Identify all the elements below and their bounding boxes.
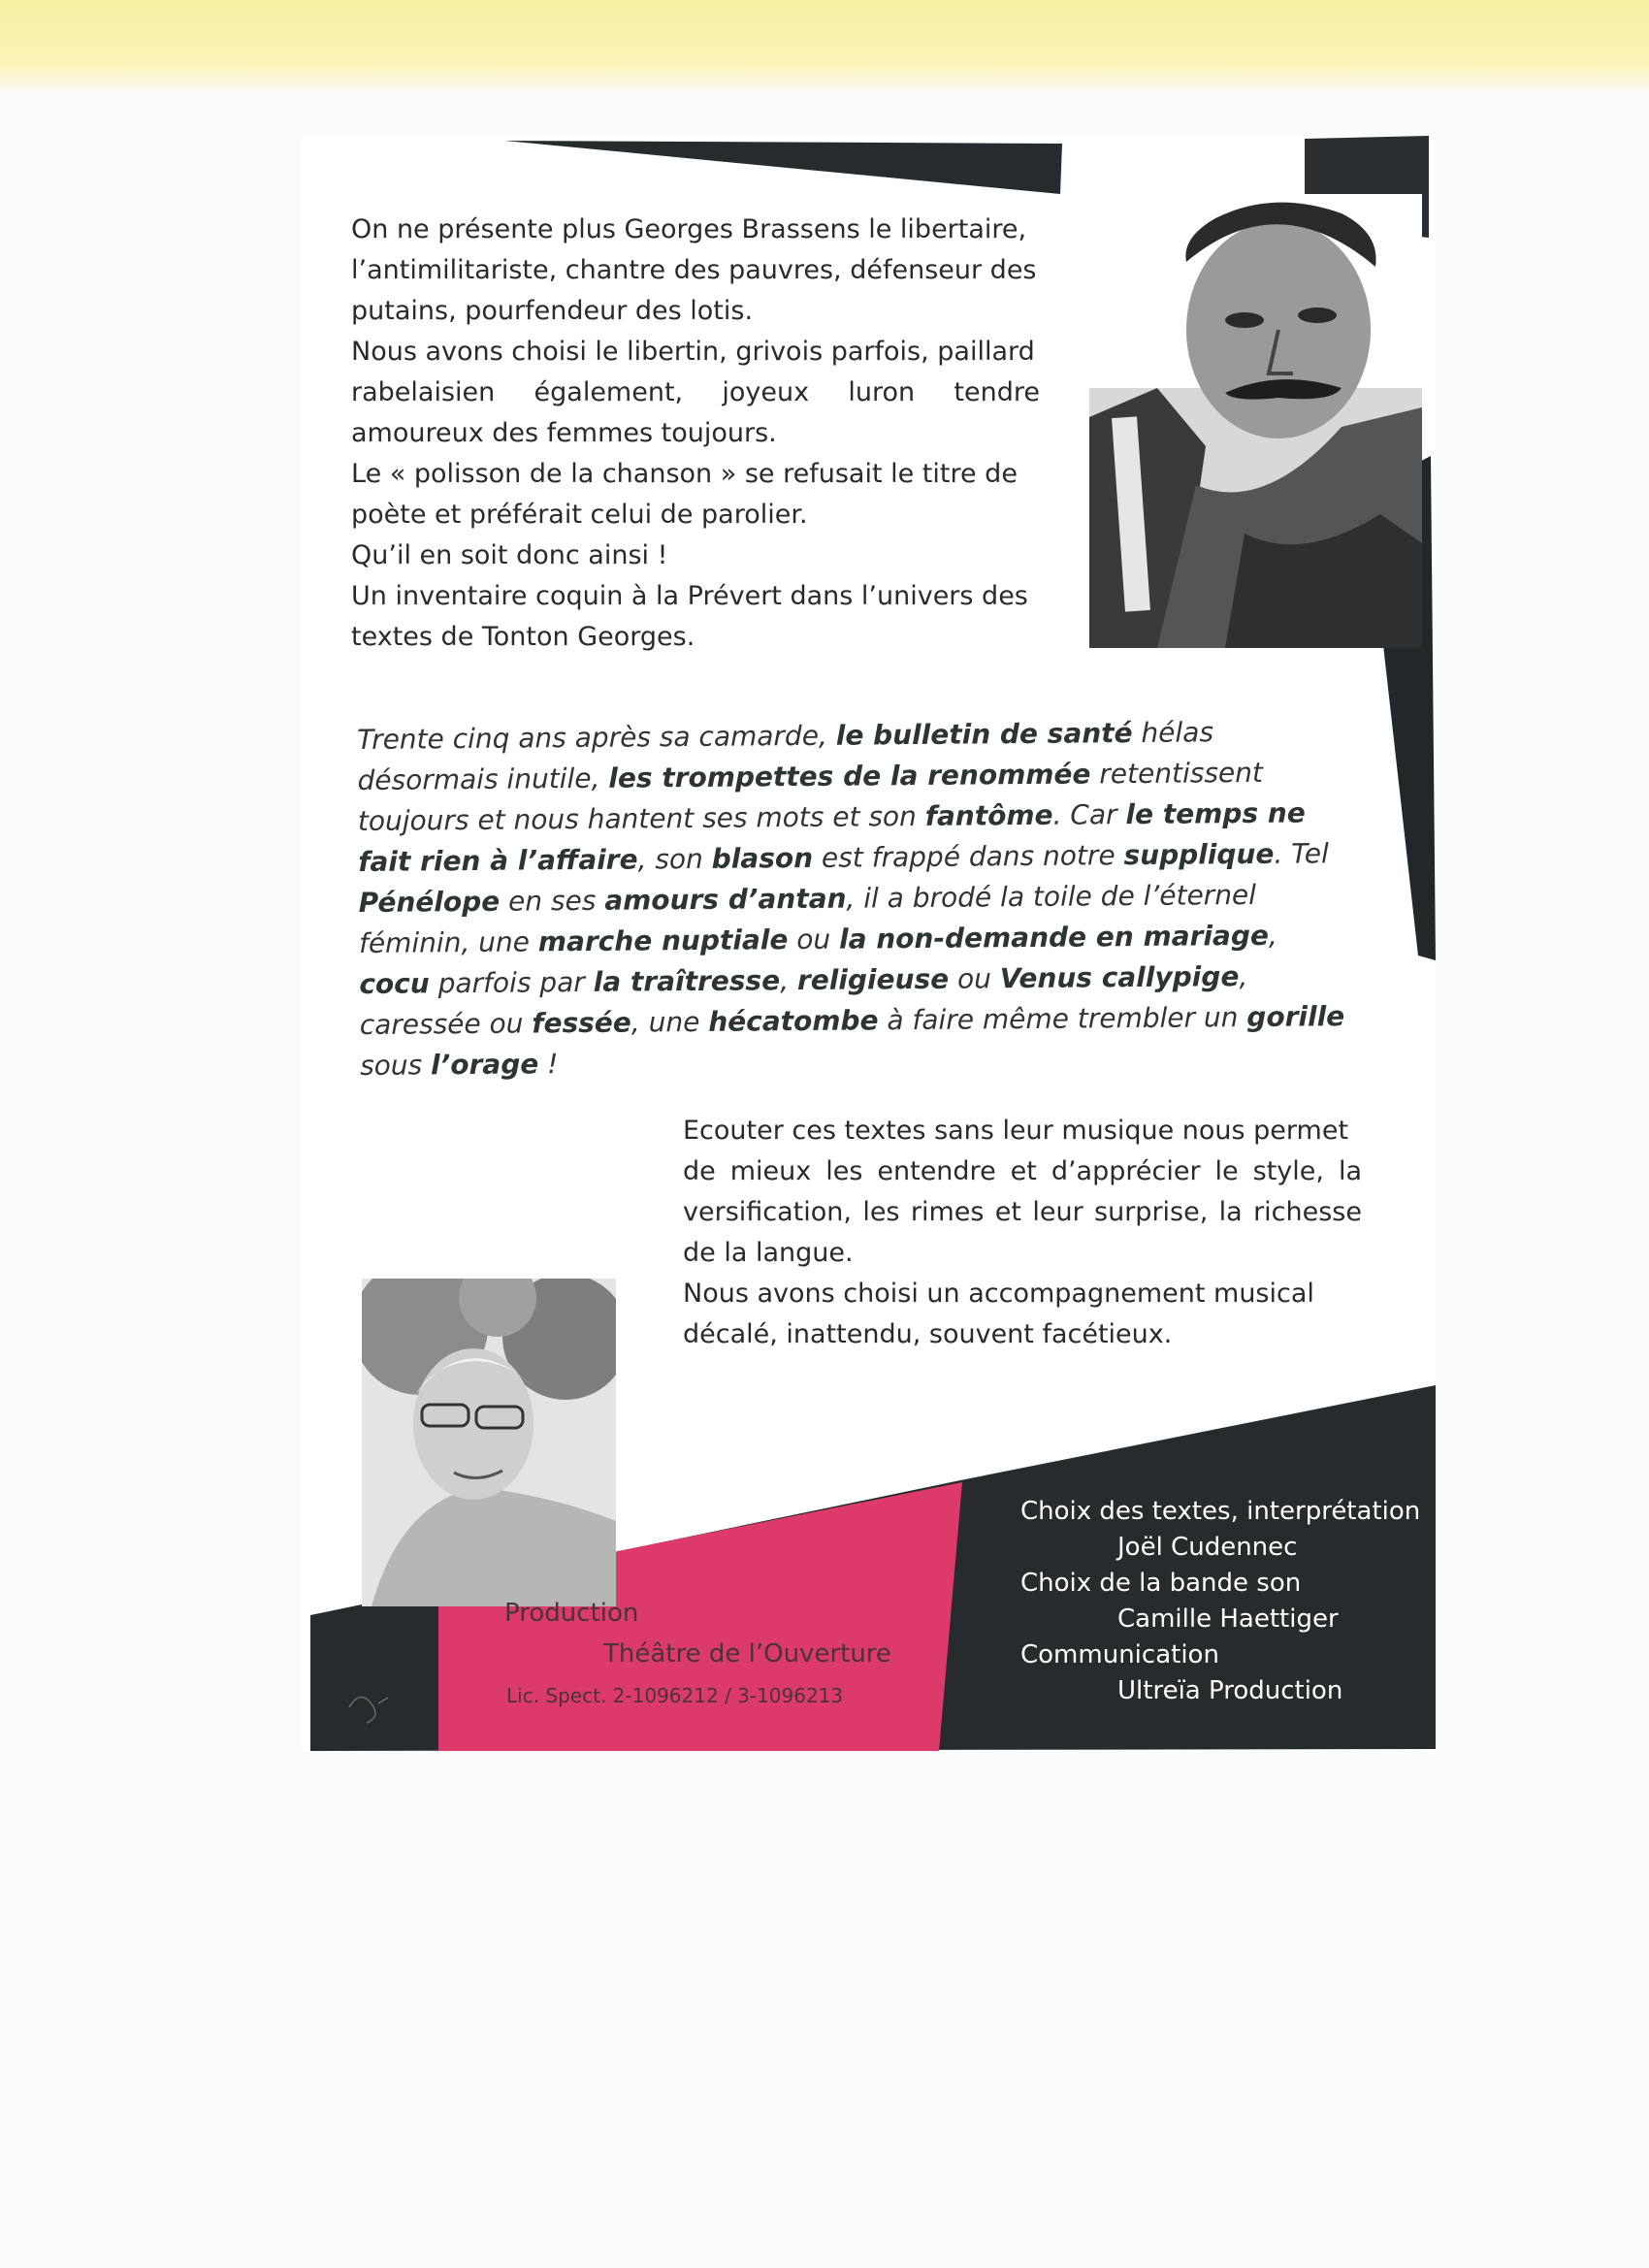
cudennec-portrait bbox=[362, 1279, 616, 1606]
music-line: de mieux les entendre et d’apprécier le style, la bbox=[683, 1156, 1362, 1186]
top-black-wedge bbox=[504, 141, 1062, 194]
production-licence: Lic. Spect. 2-1096212 / 3-1096213 bbox=[506, 1684, 844, 1707]
song-title: la non-demande en mariage bbox=[838, 919, 1270, 956]
music-line: Nous avons choisi un accompagnement musical bbox=[683, 1279, 1314, 1309]
text-run: ou bbox=[788, 923, 840, 956]
text-run: , il a brodé la toile de l’éternel féminin, une bbox=[358, 878, 1257, 959]
credit-role: Choix des textes, interprétation bbox=[1020, 1497, 1421, 1526]
song-title: cocu bbox=[359, 967, 430, 1000]
production-label: Production bbox=[504, 1599, 639, 1628]
text-run: , son bbox=[637, 842, 712, 876]
intro-line: On ne présente plus Georges Brassens le libertaire, bbox=[351, 214, 1027, 244]
text-run: . Tel bbox=[1274, 837, 1329, 870]
text-run: sous bbox=[359, 1049, 432, 1082]
intro-line: Qu’il en soit donc ainsi ! bbox=[351, 540, 668, 570]
intro-line: amoureux des femmes toujours. bbox=[351, 418, 777, 448]
song-title: la traîtresse bbox=[593, 964, 781, 998]
credits-block bbox=[1020, 1494, 1428, 1709]
cudennec-portrait-drawing bbox=[362, 1279, 616, 1606]
intro-line: poète et préférait celui de parolier. bbox=[351, 500, 808, 530]
text-run: ou bbox=[949, 962, 1000, 995]
intro-line: textes de Tonton Georges. bbox=[351, 622, 695, 652]
intro-line: Nous avons choisi le libertin, grivois parfois, paillard bbox=[351, 337, 1035, 367]
text-run: , une bbox=[630, 1005, 709, 1039]
production-company: Théâtre de l’Ouverture bbox=[603, 1639, 891, 1669]
text-run: ! bbox=[538, 1048, 559, 1081]
music-line: de la langue. bbox=[683, 1238, 854, 1268]
text-run: retentissent toujours et nous hantent ses mots et son bbox=[357, 756, 1264, 837]
intro-line: Un inventaire coquin à la Prévert dans l’univers des bbox=[351, 581, 1028, 611]
intro-line: putains, pourfendeur des lotis. bbox=[351, 296, 754, 326]
song-title: marche nuptiale bbox=[537, 923, 789, 958]
music-paragraph bbox=[683, 1111, 1362, 1355]
intro-line: rabelaisien également, joyeux luron tendre bbox=[351, 377, 1040, 407]
music-line: versification, les rimes et leur surprise, la richesse bbox=[683, 1197, 1362, 1227]
credit-name: Camille Haettiger bbox=[1117, 1604, 1339, 1634]
song-title: blason bbox=[711, 841, 814, 875]
text-run: , bbox=[1268, 919, 1277, 952]
song-title: les trompettes de la renommée bbox=[608, 758, 1091, 794]
intro-paragraph bbox=[351, 210, 1040, 658]
text-run: parfois par bbox=[429, 965, 594, 1000]
text-run: . Car bbox=[1052, 798, 1126, 831]
song-title: Venus callypige bbox=[999, 960, 1240, 995]
credit-role: Communication bbox=[1020, 1640, 1219, 1669]
text-run: Trente cinq ans après sa camarde, bbox=[357, 719, 836, 756]
intro-line: l’antimilitariste, chantre des pauvres, défenseur des bbox=[351, 255, 1037, 285]
song-title: gorille bbox=[1246, 1000, 1345, 1034]
music-line: Ecouter ces textes sans leur musique nous permet bbox=[683, 1116, 1349, 1146]
text-run: , bbox=[779, 964, 798, 997]
song-title: Pénélope bbox=[358, 885, 501, 919]
music-line: décalé, inattendu, souvent facétieux. bbox=[683, 1319, 1173, 1349]
text-run: , caressée ou bbox=[359, 959, 1248, 1041]
text-run: en ses bbox=[500, 884, 605, 918]
intro-line: Le « polisson de la chanson » se refusait le titre de bbox=[351, 459, 1018, 489]
brassens-portrait bbox=[1089, 194, 1422, 648]
credit-name: Ultreïa Production bbox=[1117, 1676, 1343, 1705]
credit-role: Choix de la bande son bbox=[1020, 1569, 1302, 1598]
song-title: supplique bbox=[1123, 837, 1275, 872]
song-titles-paragraph bbox=[357, 711, 1351, 1086]
credit-name: Joël Cudennec bbox=[1117, 1533, 1298, 1562]
song-title: fessée bbox=[532, 1006, 631, 1040]
song-title: le bulletin de santé bbox=[835, 717, 1133, 752]
song-title: religieuse bbox=[796, 962, 950, 997]
song-title: l’orage bbox=[430, 1048, 539, 1082]
brassens-portrait-drawing bbox=[1089, 194, 1422, 648]
song-title: le temps ne fait rien à l’affaire bbox=[358, 796, 1306, 878]
text-run: à faire même trembler un bbox=[878, 1001, 1247, 1037]
text-run: est frappé dans notre bbox=[812, 839, 1124, 874]
song-title: hécatombe bbox=[708, 1004, 879, 1038]
song-title: fantôme bbox=[924, 798, 1053, 832]
text-run: hélas désormais inutile, bbox=[357, 716, 1214, 796]
song-title: amours d’antan bbox=[604, 882, 847, 917]
